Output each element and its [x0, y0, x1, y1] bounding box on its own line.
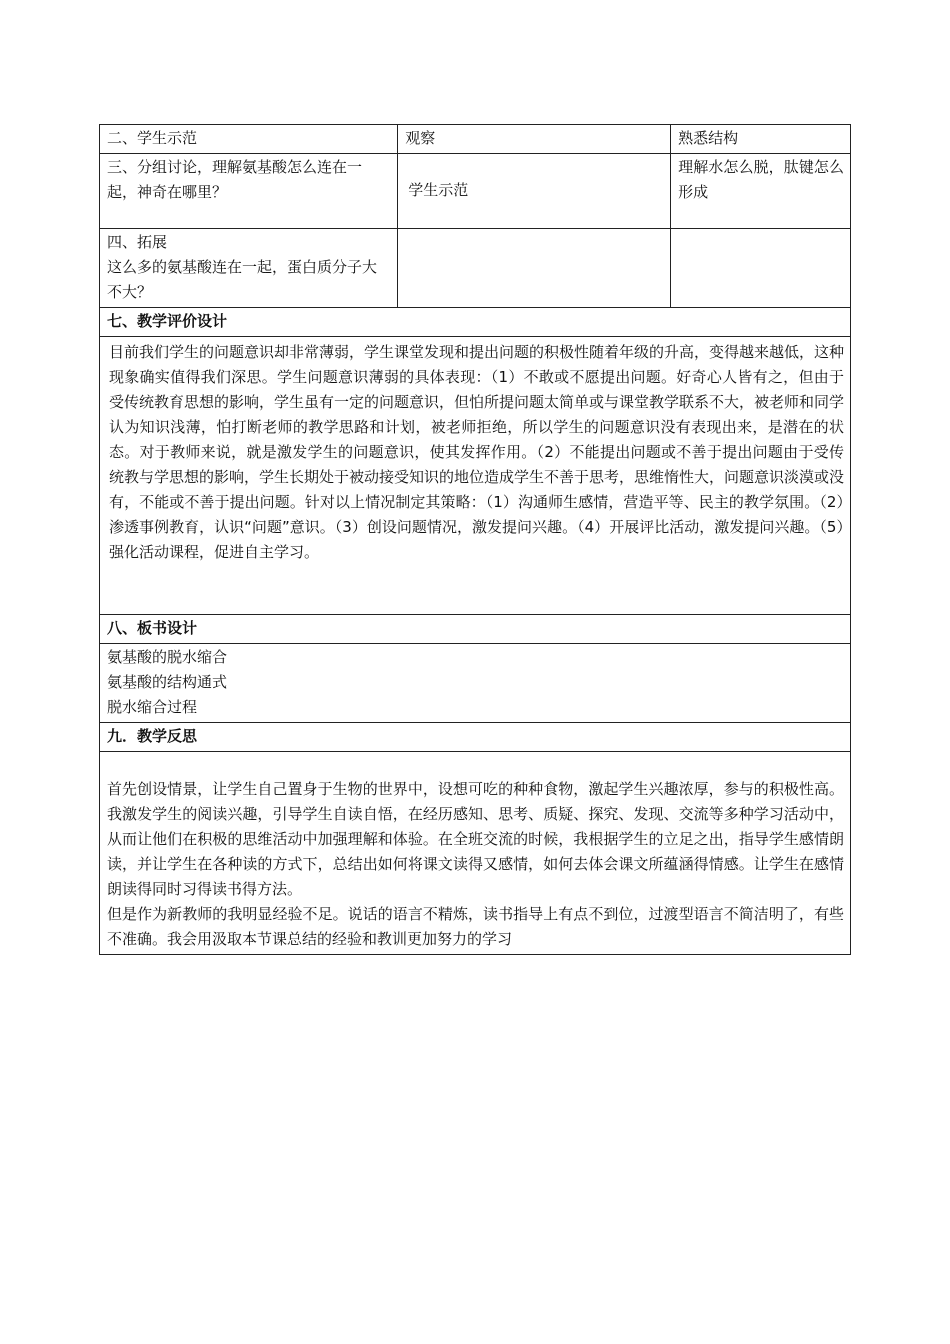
table-row: [100, 154, 851, 229]
section-body-row: [100, 337, 851, 615]
table-row: [100, 125, 851, 154]
section-body: [100, 337, 851, 615]
step-cell: 三、分组讨论，理解氨基酸怎么连在一起，神奇在哪里？: [100, 154, 398, 229]
step-cell: 二、学生示范: [100, 125, 398, 154]
reflection-paragraph: 首先创设情景，让学生自己置身于生物的世界中，设想可吃的种种食物，激起学生兴趣浓厚，参与的积极性高。我激发学生的阅读兴趣，引导学生自读自悟，在经历感知、思考、质疑、探究、发现、交流等多种学习活动中，从而让他们在积极的思维活动中加强理解和体验。在全班交流的时候，我根据学生的立足之出，指导学生感情朗读，并让学生在各种读的方式下，总结出如何将课文读得又感情，如何去体会课文所蕴涵得情感。让学生在感情朗读得同时习得读书得方法。: [107, 780, 844, 898]
section-body-row: [100, 752, 851, 955]
section-header-row: [100, 308, 851, 337]
section-body: [100, 752, 851, 955]
evaluation-text: 目前我们学生的问题意识却非常薄弱，学生课堂发现和提出问题的积极性随着年级的升高，变得越来越低，这种现象确实值得我们深思。学生问题意识薄弱的具体表现：（1）不敢或不愿提出问题。好奇心人皆有之，但由于受传统教育思想的影响，学生虽有一定的问题意识，但怕所提问题太简单或与课堂教学联系不大，被老师和同学认为知识浅薄，怕打断老师的教学思路和计划，被老师拒绝，所以学生的问题意识没有表现出来，是潜在的状态。对于教师来说，就是激发学生的问题意识，使其发挥作用。（2）不能提出问题或不善于提出问题由于受传统教与学思想的影响，学生长期处于被动接受知识的地位造成学生不善于思考，思维惰性大，问题意识淡漠或没有，不能或不善于提出问题。针对以上情况制定其策略：（1）沟通师生感情，营造平等、民主的教学氛围。（2）渗透事例教育，认识“问题”意识。（3）创设问题情况，激发提问兴趣。（4）开展评比活动，激发提问兴趣。（5）强化活动课程，促进自主学习。: [109, 343, 845, 561]
section-title: 八、板书设计: [100, 615, 851, 644]
section-title: 七、教学评价设计: [100, 308, 851, 337]
activity-cell: [398, 154, 671, 229]
board-line: 氨基酸的脱水缩合: [107, 648, 228, 666]
activity-cell: [398, 229, 671, 308]
activity-text: 学生示范: [408, 181, 469, 199]
design-cell: 理解水怎么脱，肽键怎么形成: [671, 154, 851, 229]
step-cell: [100, 229, 398, 308]
section-title: 九．教学反思: [100, 723, 851, 752]
section-header-row: [100, 723, 851, 752]
reflection-paragraph: 但是作为新教师的我明显经验不足。说话的语言不精炼，读书指导上有点不到位，过渡型语言不简洁明了，有些不准确。我会用汲取本节课总结的经验和教训更加努力的学习: [107, 905, 844, 948]
board-line: 氨基酸的结构通式: [107, 673, 228, 691]
activity-cell: 观察: [398, 125, 671, 154]
section-header-row: [100, 615, 851, 644]
section-body: [100, 644, 851, 723]
table-row: [100, 229, 851, 308]
lesson-plan-table: [99, 124, 851, 955]
design-cell: [671, 229, 851, 308]
step-title: 四、拓展: [107, 233, 168, 251]
board-line: 脱水缩合过程: [107, 698, 198, 716]
section-body-row: [100, 644, 851, 723]
design-cell: 熟悉结构: [671, 125, 851, 154]
step-text: 这么多的氨基酸连在一起，蛋白质分子大不大？: [107, 258, 378, 301]
